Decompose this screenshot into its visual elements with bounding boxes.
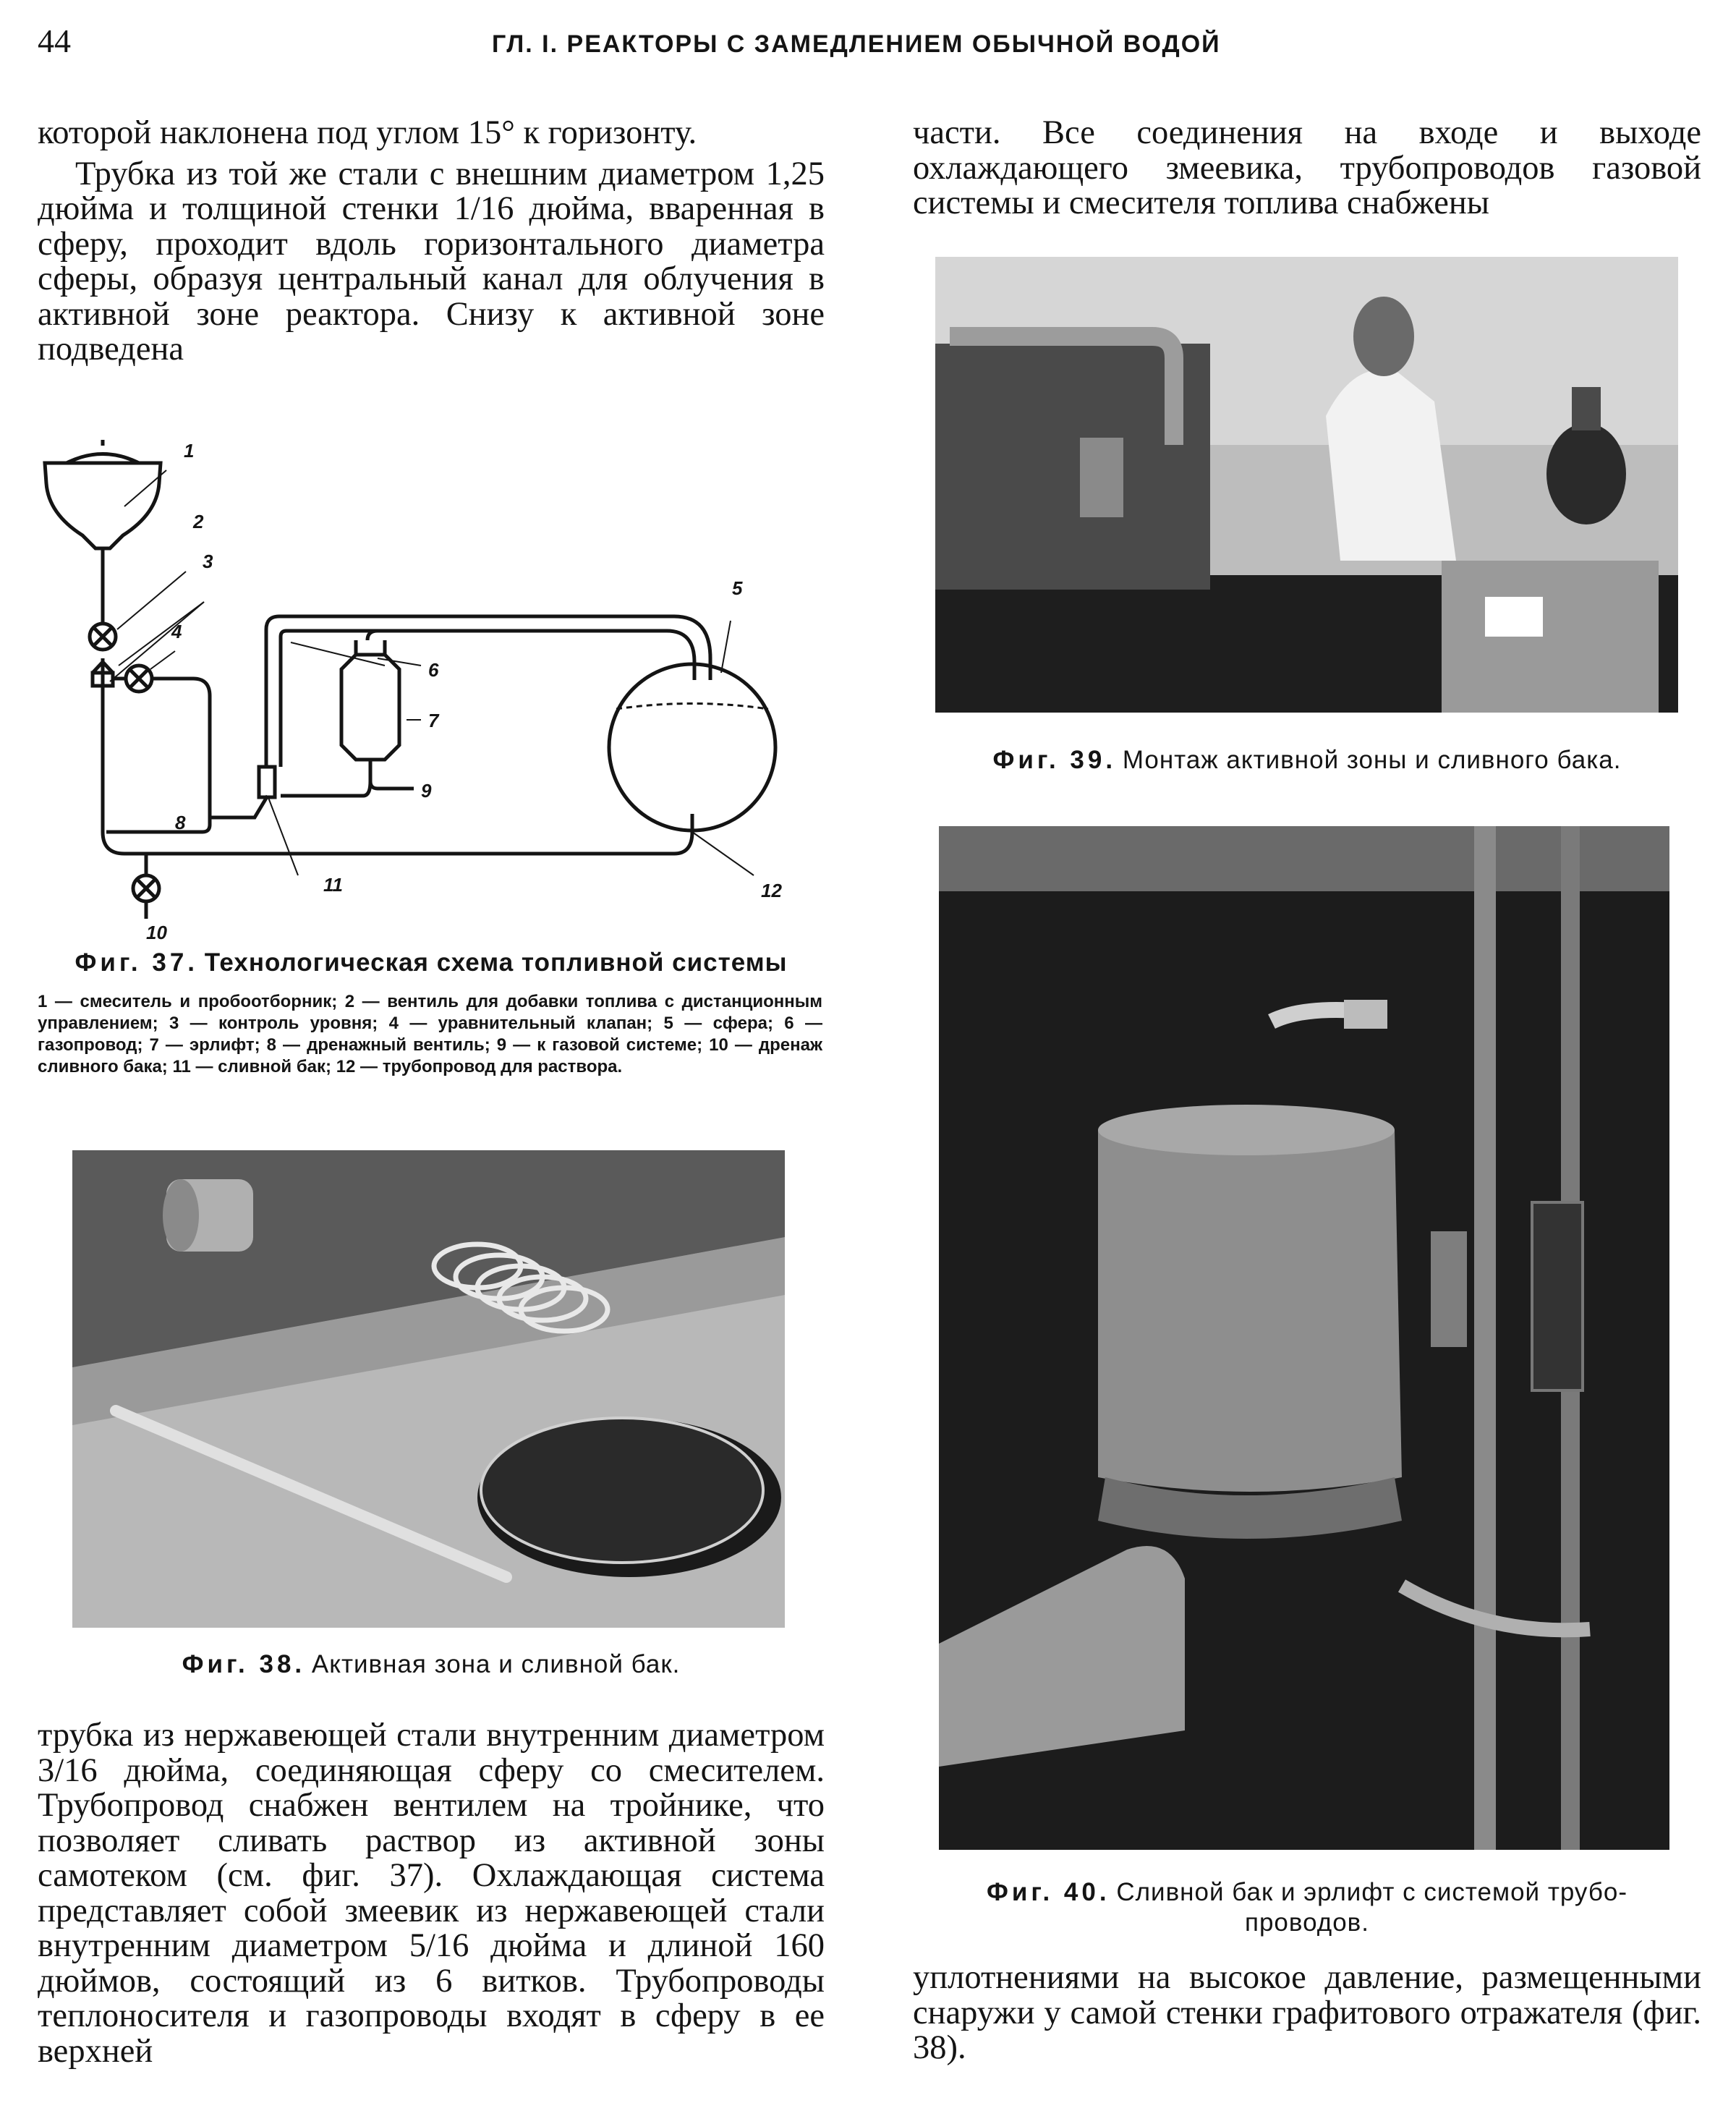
diagram-label-7: 7 [428, 710, 439, 731]
right-column-bottom-text [913, 1961, 1701, 2066]
airlift-vessel [341, 655, 399, 760]
left-paragraph-2: Трубка из той же стали с внешним диаметром 1,25 дюйма и толщиной стенки 1/16 дюйма, вваренная в сферу, проходит вдоль горизонтального диаметра сферы, образуя центральный канал для облучения в активной зоне реактора. Снизу к активной зоне подведена [38, 155, 825, 368]
left-column-bottom-text [38, 1718, 825, 2069]
page-number: 44 [38, 22, 71, 59]
diagram-label-10: 10 [146, 922, 167, 943]
diagram-label-8: 8 [175, 812, 186, 833]
mixer-vessel [45, 463, 161, 548]
diagram-label-9: 9 [421, 780, 432, 802]
fig37-legend: 1 — смеситель и пробоотборник; 2 — вентиль для добавки топлива с дистанционным управлением; 3 — контроль уровня; 4 — уравнительный клапан; 5 — сфера; 6 — газопровод; 7 — эрлифт; 8 — дренажный вентиль; 9 — к газовой системе; 10 — дренаж сливного бака; 11 — сливной бак; 12 — трубопровод для раствора. [38, 992, 822, 1076]
fig40-caption-line1 [913, 1877, 1701, 1908]
fig40-label: Фиг. 40. [987, 1878, 1110, 1906]
right-paragraph-1: части. Все соединения на входе и выходе охлаждающего змеевика, трубопроводов газовой системы и смесителя топлива снабжены [913, 114, 1701, 221]
left-paragraph-3: трубка из нержавеющей стали внутренним диаметром 3/16 дюйма, соединяющая сферу со смесителем. Трубопровод снабжен вентилем на тройнике, что позволяет сливать раствор из активной зоны самотеком (см. фиг. 37). Охлаждающая система представляет собой змеевик из нержавеющей стали внутренним диаметром 5/16 дюйма и длиной 160 дюймов, состоящий из 6 витков. Трубопроводы теплоносителя и газопроводы входят в сферу в ее верхней [38, 1717, 825, 2070]
diagram-label-5: 5 [732, 577, 743, 599]
right-paragraph-2: уплотнениями на высокое давление, размещенными снаружи у самой стенки графитового отражателя (фиг. 38). [913, 1959, 1701, 2066]
right-column-top-text [913, 116, 1701, 221]
left-paragraph-1: которой наклонена под углом 15° к горизонту. [38, 114, 697, 151]
fig40-title-line2: проводов. [1245, 1908, 1369, 1937]
fig37-title: Технологическая схема топливной системы [204, 948, 788, 977]
fig38-label: Фиг. 38. [182, 1650, 306, 1678]
fig39-title: Монтаж активной зоны и сливного бака. [1122, 746, 1622, 774]
fig37-label: Фиг. 37. [75, 948, 199, 977]
diagram-label-4: 4 [171, 621, 182, 642]
core-sphere [609, 664, 775, 831]
fig39-photo [935, 257, 1678, 713]
diagram-label-12: 12 [761, 880, 782, 901]
diagram-label-11: 11 [323, 874, 343, 896]
fig39-label: Фиг. 39. [992, 746, 1117, 774]
diagram-label-2: 2 [193, 511, 204, 532]
fig37-diagram [38, 420, 826, 943]
left-column-top-text [38, 116, 825, 368]
fig40-title-line1: Сливной бак и эрлифт с системой трубо- [1116, 1878, 1628, 1906]
diagram-label-1: 1 [184, 440, 195, 462]
fig38-title: Активная зона и сливной бак. [311, 1650, 681, 1678]
fig38-caption [38, 1649, 825, 1680]
fig40-photo [939, 826, 1669, 1850]
running-head: ГЛ. I. РЕАКТОРЫ С ЗАМЕДЛЕНИЕМ ОБЫЧНОЙ ВОДОЙ [492, 30, 1221, 58]
fig37-caption [38, 948, 825, 978]
diagram-label-3: 3 [203, 551, 213, 572]
diagram-label-6: 6 [428, 659, 439, 681]
fig39-caption [913, 745, 1701, 776]
fig40-caption [913, 1877, 1701, 1938]
fig38-photo [72, 1150, 785, 1628]
